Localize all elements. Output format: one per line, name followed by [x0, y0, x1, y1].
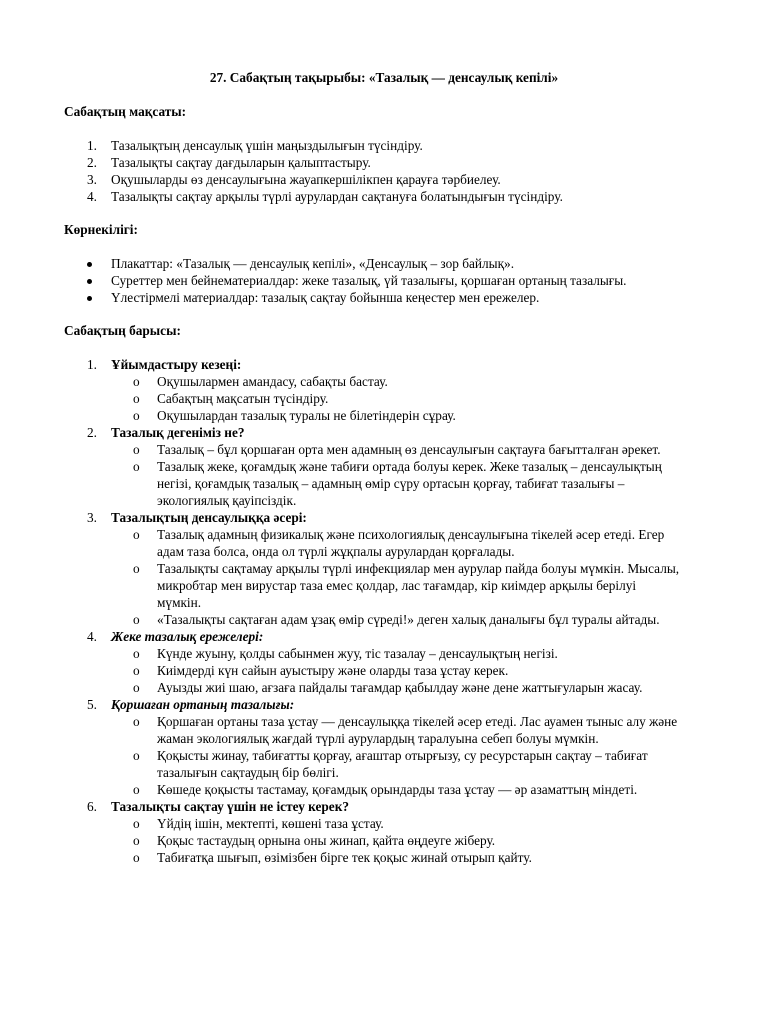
- circle-bullet-icon: o: [133, 680, 140, 695]
- section-what-to-do: 6. Тазалықты сақтау үшін не істеу керек? o Үйдің ішін, мектепті, көшені таза ұстау. o Қоқыс тастаудың орнына оны жинап, қайта өңдеуге жіберу. o Табиғатқа шығып, өзімізбен бірге тек қоқыс жинай отырып қайту.: [0, 798, 683, 866]
- goal-item: 1. Тазалықтың денсаулық үшін маңыздылығын түсіндіру.: [87, 138, 423, 153]
- circle-bullet-icon: o: [133, 850, 140, 865]
- circle-bullet-icon: o: [133, 646, 140, 661]
- section-personal-hygiene-rules: 4. Жеке тазалық ережелері: o Күнде жуыну, қолды сабынмен жуу, тіс тазалау – денсаулықтың негізі. o Киімдерді күн сайын ауыстыру және оларды таза ұстау керек. o Ауызды жиі шаю, ағзаға пайдалы тағамдар қабылдау және дене жаттығуларын жасау.: [0, 628, 683, 696]
- section-what-is-cleanliness: 2. Тазалық дегеніміз не? o Тазалық – бұл қоршаған орта мен адамның өз денсаулығын сақтауға бағытталған әрекет. o Тазалық жеке, қоғамдық және табиғи ортада болуы керек. Жеке тазалық – денсаулықтың негізі, қоғамдық тазалық – адамның өмір сүру ортасын қорғау, табиғат тазалығы – экологиялық қауіпсіздік.: [0, 424, 683, 509]
- sub-item: o Тазалықты сақтамау арқылы түрлі инфекциялар мен аурулар пайда болуы мүмкін. Мысалы, микробтар мен вирустар таза емес қолдар, лас тағамдар, кір киімдер арқылы берілуі мүмкін.: [133, 561, 680, 610]
- section-title: Ұйымдастыру кезеңі:: [111, 357, 242, 372]
- sub-item: o Оқушылармен амандасу, сабақты бастау.: [133, 374, 388, 389]
- circle-bullet-icon: o: [133, 442, 140, 457]
- goals-list: [0, 137, 701, 205]
- lesson-title: 27. Сабақтың тақырыбы: «Тазалық — денсаулық кепілі»: [209, 70, 559, 85]
- sub-item: o Оқушылардан тазалық туралы не білетіндерін сұрау.: [133, 408, 456, 423]
- sub-item: o Қоршаған ортаны таза ұстау — денсаулыққа тікелей әсер етеді. Лас ауамен тыныс алу және жаман экологиялық жағдай түрлі аурулардың таралуына себеп болуы мүмкін.: [133, 714, 678, 746]
- circle-bullet-icon: o: [133, 612, 140, 627]
- visual-item: Суреттер мен бейнематериалдар: жеке тазалық, үй тазалығы, қоршаған ортаның тазалығы.: [0, 272, 711, 289]
- section-title: Тазалықтың денсаулыққа әсері:: [111, 510, 307, 525]
- bullet-icon: [87, 262, 92, 267]
- visuals-list: [0, 255, 711, 306]
- goal-item: 2. Тазалықты сақтау дағдыларын қалыптастыру.: [87, 155, 371, 170]
- section-title: Жеке тазалық ережелері:: [111, 629, 264, 644]
- sub-item: o Ауызды жиі шаю, ағзаға пайдалы тағамдар қабылдау және дене жаттығуларын жасау.: [133, 680, 643, 695]
- section-organization: 1. Ұйымдастыру кезеңі: o Оқушылармен амандасу, сабақты бастау. o Сабақтың мақсатын түсіндіру. o Оқушылардан тазалық туралы не білетіндерін сұрау.: [0, 356, 683, 424]
- section-health-effect: 3. Тазалықтың денсаулыққа әсері: o Тазалық адамның физикалық және психологиялық денсаулығына тікелей әсер етеді. Егер адам таза болса, онда ол түрлі жұқпалы аурулардан қорғалады. o Тазалықты сақтамау арқылы түрлі инфекциялар мен аурулар пайда болуы мүмкін. Мысалы, микробтар мен вирустар таза емес қолдар, лас тағамдар, кір киімдер арқылы берілуі мүмкін. o «Тазалықты сақтаған адам ұзақ өмір сүреді!» деген халық даналығы бұл туралы айтады.: [0, 509, 683, 628]
- sub-item: o Табиғатқа шығып, өзімізбен бірге тек қоқыс жинай отырып қайту.: [133, 850, 532, 865]
- section-title: Қоршаған ортаның тазалығы:: [111, 697, 295, 712]
- lesson-sections: [0, 356, 683, 866]
- circle-bullet-icon: o: [133, 459, 140, 474]
- circle-bullet-icon: o: [133, 527, 140, 542]
- goals-heading: Сабақтың мақсаты:: [64, 104, 187, 119]
- sub-item: o Үйдің ішін, мектепті, көшені таза ұстау.: [133, 816, 384, 831]
- section-title: Тазалықты сақтау үшін не істеу керек?: [111, 799, 349, 814]
- bullet-icon: [87, 279, 92, 284]
- circle-bullet-icon: o: [133, 408, 140, 423]
- sub-item: o Күнде жуыну, қолды сабынмен жуу, тіс тазалау – денсаулықтың негізі.: [133, 646, 558, 661]
- circle-bullet-icon: o: [133, 714, 140, 729]
- visual-item: Үлестірмелі материалдар: тазалық сақтау бойынша кеңестер мен ережелер.: [0, 289, 711, 306]
- goal-item: 4. Тазалықты сақтау арқылы түрлі аурулардан сақтануға болатындығын түсіндіру.: [87, 189, 563, 204]
- circle-bullet-icon: o: [133, 391, 140, 406]
- sub-item: o «Тазалықты сақтаған адам ұзақ өмір сүреді!» деген халық даналығы бұл туралы айтады.: [133, 612, 660, 627]
- circle-bullet-icon: o: [133, 833, 140, 848]
- circle-bullet-icon: o: [133, 816, 140, 831]
- section-title: Тазалық дегеніміз не?: [111, 425, 245, 440]
- section-environment-cleanliness: 5. Қоршаған ортаның тазалығы: o Қоршаған ортаны таза ұстау — денсаулыққа тікелей әсер етеді. Лас ауамен тыныс алу және жаман экологиялық жағдай түрлі аурулардың таралуына себеп болуы мүмкін. o Қоқысты жинау, табиғатты қорғау, ағаштар отырғызу, су ресурстарын сақтау – табиғат тазалығын сақтаудың бір бөлігі. o Көшеде қоқысты тастамау, қоғамдық орындарды таза ұстау — әр азаматтың міндеті.: [0, 696, 683, 798]
- circle-bullet-icon: o: [133, 561, 140, 576]
- sub-item: o Тазалық – бұл қоршаған орта мен адамның өз денсаулығын сақтауға бағытталған әрекет.: [133, 442, 661, 457]
- sub-item: o Тазалық жеке, қоғамдық және табиғи ортада болуы керек. Жеке тазалық – денсаулықтың негізі, қоғамдық тазалық – адамның өмір сүру ортасын қорғау, табиғат тазалығы – экологиялық қауіпсіздік.: [133, 459, 662, 508]
- circle-bullet-icon: o: [133, 748, 140, 763]
- sub-item: o Сабақтың мақсатын түсіндіру.: [133, 391, 329, 406]
- sub-item: o Тазалық адамның физикалық және психологиялық денсаулығына тікелей әсер етеді. Егер адам таза болса, онда ол түрлі жұқпалы аурулардан қорғалады.: [133, 527, 665, 559]
- sub-item: o Көшеде қоқысты тастамау, қоғамдық орындарды таза ұстау — әр азаматтың міндеті.: [133, 782, 638, 797]
- circle-bullet-icon: o: [133, 663, 140, 678]
- goal-item: 3. Оқушыларды өз денсаулығына жауапкершілікпен қарауға тәрбиелеу.: [87, 172, 501, 187]
- sub-item: o Қоқысты жинау, табиғатты қорғау, ағаштар отырғызу, су ресурстарын сақтау – табиғат тазалығын сақтаудың бір бөлігі.: [133, 748, 648, 780]
- progress-heading: Сабақтың барысы:: [64, 323, 181, 338]
- visual-item: Плакаттар: «Тазалық — денсаулық кепілі», «Денсаулық – зор байлық».: [0, 255, 711, 272]
- sub-item: o Қоқыс тастаудың орнына оны жинап, қайта өңдеуге жіберу.: [133, 833, 496, 848]
- visuals-heading: Көрнекілігі:: [64, 222, 138, 237]
- circle-bullet-icon: o: [133, 374, 140, 389]
- sub-item: o Киімдерді күн сайын ауыстыру және оларды таза ұстау керек.: [133, 663, 509, 678]
- circle-bullet-icon: o: [133, 782, 140, 797]
- bullet-icon: [87, 296, 92, 301]
